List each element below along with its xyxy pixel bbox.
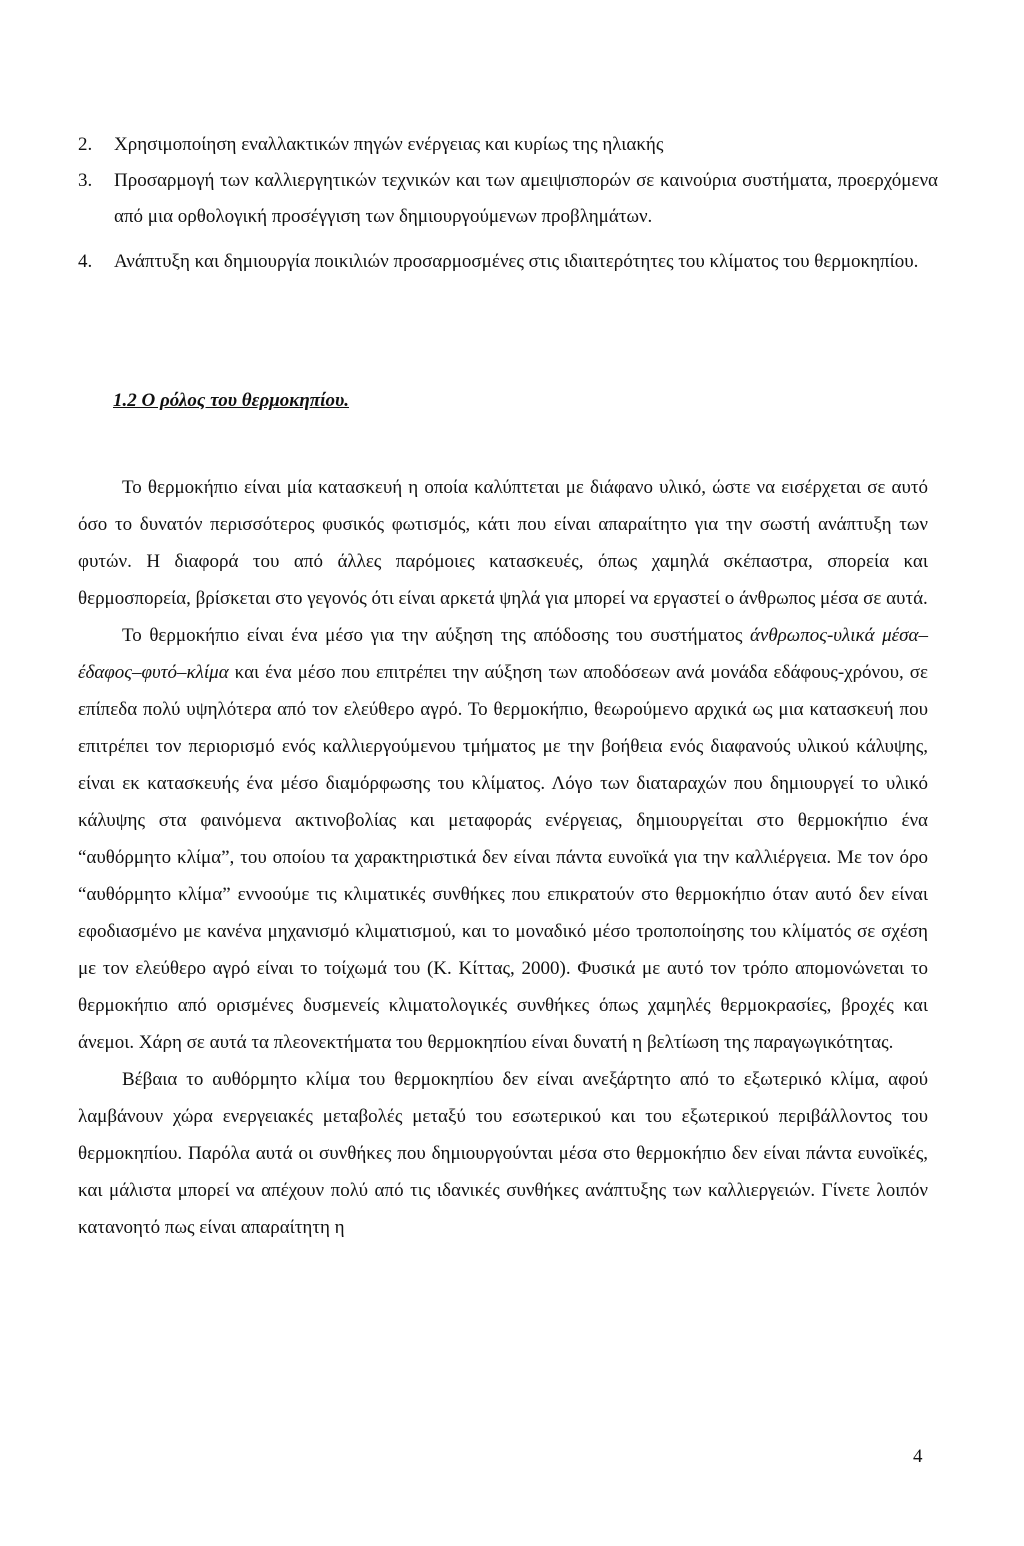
numbered-list: [78, 127, 938, 280]
emphasis-text: άνθρωπος-υλικά μέσα–έδαφος–φυτό–κλίμα: [78, 625, 928, 683]
section-heading: 1.2 Ο ρόλος του θερμοκηπίου.: [113, 390, 349, 411]
paragraph-text: Το θερμοκήπιο είναι ένα μέσο για την αύξηση της απόδοσης του συστήματος: [122, 625, 750, 646]
paragraph: Το θερμοκήπιο είναι μία κατασκευή η οποία καλύπτεται με διάφανο υλικό, ώστε να εισέρχεται σε αυτό όσο το δυνατόν περισσότερος φυσικός φωτισμός, κάτι που είναι απαραίτητο για την σωστή ανάπτυξη των φυτών. Η διαφορά του από άλλες παρόμοιες κατασκευές, όπως χαμηλά σκέπαστρα, σπορεία και θερμοσπορεία, βρίσκεται στο γεγονός ότι είναι αρκετά ψηλά για μπορεί να εργαστεί ο άνθρωπος μέσα σε αυτά.: [78, 477, 928, 609]
list-item: [78, 163, 938, 235]
page-number: 4: [913, 1446, 923, 1467]
paragraph-text: και ένα μέσο που επιτρέπει την αύξηση των αποδόσεων ανά μονάδα εδάφους-χρόνου, σε επίπεδα πολύ υψηλότερα από τον ελεύθερο αγρό. Το θερμοκήπιο, θεωρούμενο αρχικά ως μια κατασκευή που επιτρέπει τον περιορισμό ενός καλλιεργούμενου τμήματος με την βοήθεια ενός διαφανούς υλικού κάλυψης, είναι εκ κατασκευής ένα μέσο διαμόρφωσης του κλίματος. Λόγο των διαταραχών που δημιουργεί το υλικό κάλυψης στα φαινόμενα ακτινοβολίας και μεταφοράς ενέργειας, δημιουργείται στο θερμοκήπιο ένα “αυθόρμητο κλίμα”, του οποίου τα χαρακτηριστικά δεν είναι πάντα ευνοϊκά για την καλλιέργεια. Με τον όρο “αυθόρμητο κλίμα” εννοούμε τις κλιματικές συνθήκες που επικρατούν στο θερμοκήπιο όταν αυτό δεν είναι εφοδιασμένο με κανένα μηχανισμό κλιματισμού, και το μοναδικό μέσο τροποποίησης του κλίματός σε σχέση με τον ελεύθερο αγρό είναι το τοίχωμά του (Κ. Κίττας, 2000). Φυσικά με αυτό τον τρόπο απομονώνεται το θερμοκήπιο από ορισμένες δυσμενείς κλιματολογικές συνθήκες όπως χαμηλές θερμοκρασίες, βροχές και άνεμοι. Χάρη σε αυτά τα πλεονεκτήματα του θερμοκηπίου είναι δυνατή η βελτίωση της παραγωγικότητας.: [78, 662, 928, 1053]
list-item-text: Χρησιμοποίηση εναλλακτικών πηγών ενέργειας και κυρίως της ηλιακής: [114, 134, 664, 155]
paragraph: [78, 617, 928, 1061]
list-item: [78, 244, 938, 280]
list-item-number: 3.: [78, 170, 93, 191]
list-item-number: 4.: [78, 251, 93, 272]
body-text: [78, 469, 928, 1246]
list-item-text: Ανάπτυξη και δημιουργία ποικιλιών προσαρμοσμένες στις ιδιαιτερότητες του κλίματος του θερμοκηπίου.: [114, 251, 919, 272]
list-item-text: Προσαρμογή των καλλιεργητικών τεχνικών και των αμειψισπορών σε καινούρια συστήματα, προερχόμενα από μια ορθολογική προσέγγιση των δημιουργούμενων προβλημάτων.: [114, 170, 938, 227]
list-item-number: 2.: [78, 134, 93, 155]
list-item: [78, 127, 938, 163]
paragraph: Βέβαια το αυθόρμητο κλίμα του θερμοκηπίου δεν είναι ανεξάρτητο από το εξωτερικό κλίμα, αφού λαμβάνουν χώρα ενεργειακές μεταβολές μεταξύ του εσωτερικού και του εξωτερικού περιβάλλοντος του θερμοκηπίου. Παρόλα αυτά οι συνθήκες που δημιουργούνται μέσα στο θερμοκήπιο δεν είναι πάντα ευνοϊκές, και μάλιστα μπορεί να απέχουν πολύ από τις ιδανικές συνθήκες ανάπτυξης των καλλιεργειών. Γίνετε λοιπόν κατανοητό πως είναι απαραίτητη η: [78, 1069, 928, 1238]
